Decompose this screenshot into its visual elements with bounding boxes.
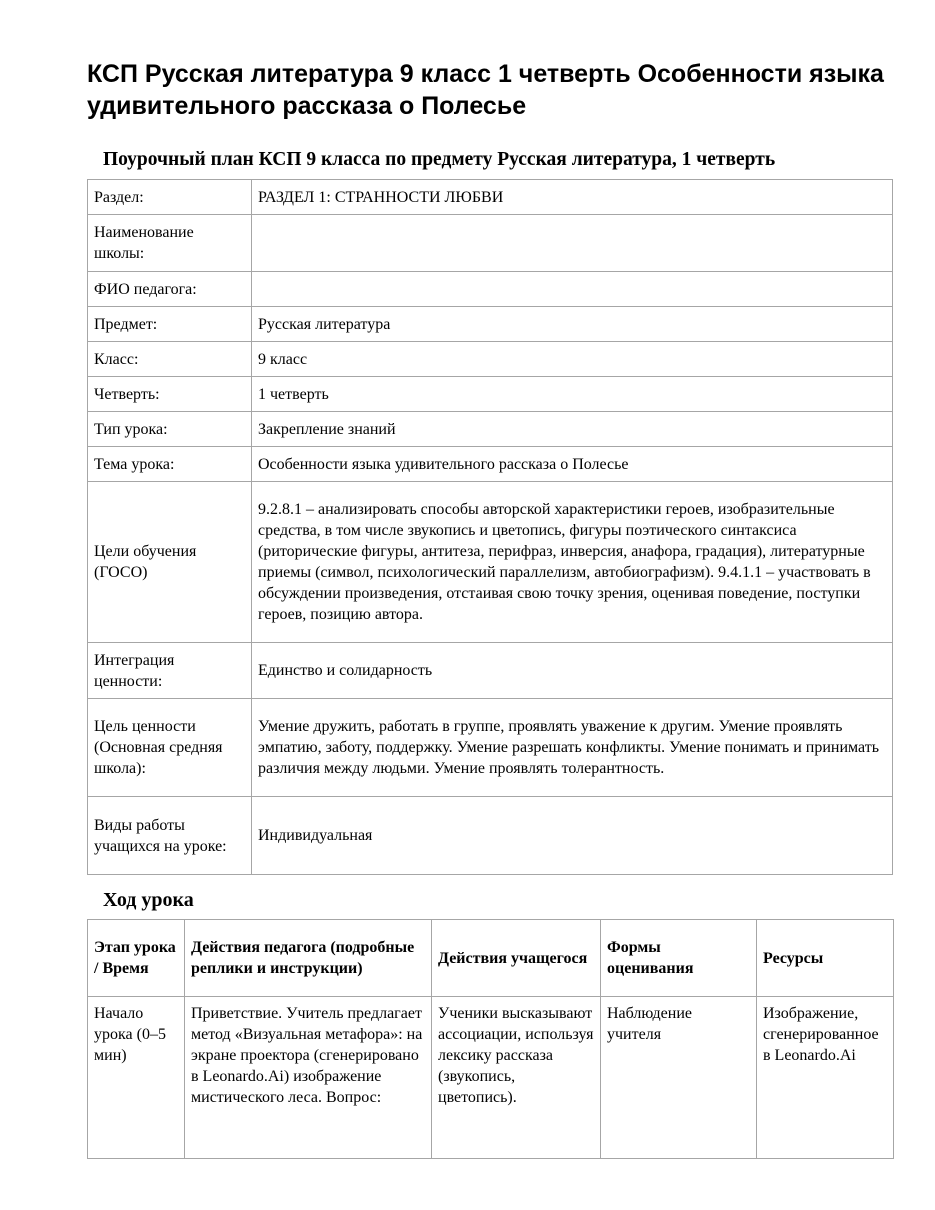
assessment-cell: Наблюдение учителя [601,997,757,1159]
info-value: Особенности языка удивительного рассказа о Полесье [252,447,893,482]
info-value: Умение дружить, работать в группе, проявлять уважение к другим. Умение проявлять эмпатию, заботу, поддержку. Умение разрешать конфликты. Умение понимать и принимать различия между людьми. Умение проявлять толерантность. [252,699,893,797]
info-value [252,215,893,272]
lesson-info-table [87,179,893,875]
info-row-learning-goals [88,482,893,643]
document-subtitle: Поурочный план КСП 9 класса по предмету Русская литература, 1 четверть [103,149,776,170]
table-row [88,997,894,1159]
student-actions-cell: Ученики высказывают ассоциации, используя лексику рассказа (звукопись, цветопись). [432,997,601,1159]
column-header-student-actions: Действия учащегося [432,920,601,997]
info-label: Виды работы учащихся на уроке: [88,797,252,875]
info-row-value-integration [88,643,893,699]
info-label: Тема урока: [88,447,252,482]
column-header-teacher-actions: Действия педагога (подробные реплики и инструкции) [185,920,432,997]
info-value [252,272,893,307]
info-value: 9.2.8.1 – анализировать способы авторской характеристики героев, изобразительные средства, в том числе звукопись и цветопись, фигуры поэтического синтаксиса (риторические фигуры, антитеза, перифраз, инверсия, анафора, градация), литературные приемы (символ, психологический параллелизм, автобиографизм). 9.4.1.1 – участвовать в обсуждении произведения, отстаивая свою точку зрения, оценивая поведение, поступки героев, позицию автора. [252,482,893,643]
teacher-actions-cell: Приветствие. Учитель предлагает метод «Визуальная метафора»: на экране проектора (сгенерировано в Leonardo.Ai) изображение мистического леса. Вопрос: [185,997,432,1159]
info-value: Русская литература [252,307,893,342]
column-header-stage: Этап урока / Время [88,920,185,997]
lesson-flow-table [87,919,894,1159]
stage-cell: Начало урока (0–5 мин) [88,997,185,1159]
info-label: Четверть: [88,377,252,412]
lesson-header-row [88,920,894,997]
info-label: Предмет: [88,307,252,342]
info-label: Тип урока: [88,412,252,447]
info-row-lesson-type [88,412,893,447]
resources-cell: Изображение, сгенерированное в Leonardo.Ai [757,997,894,1159]
info-row-school [88,215,893,272]
info-value: 1 четверть [252,377,893,412]
info-label: Цель ценности (Основная средняя школа): [88,699,252,797]
info-label: Наименование школы: [88,215,252,272]
info-value: Единство и солидарность [252,643,893,699]
column-header-assessment: Формы оценивания [601,920,757,997]
info-label: ФИО педагога: [88,272,252,307]
info-row-work-types [88,797,893,875]
info-value: 9 класс [252,342,893,377]
info-label: Цели обучения (ГОСО) [88,482,252,643]
info-value: Индивидуальная [252,797,893,875]
info-value: Закрепление знаний [252,412,893,447]
info-value: РАЗДЕЛ 1: СТРАННОСТИ ЛЮБВИ [252,180,893,215]
info-row-subject [88,307,893,342]
info-row-quarter [88,377,893,412]
info-label: Класс: [88,342,252,377]
info-row-value-goal [88,699,893,797]
info-label: Раздел: [88,180,252,215]
document-title: КСП Русская литература 9 класс 1 четверть Особенности языка удивительного рассказа о Полесье [87,60,884,120]
column-header-resources: Ресурсы [757,920,894,997]
info-row-teacher [88,272,893,307]
lesson-flow-heading: Ход урока [103,889,194,911]
info-row-section [88,180,893,215]
info-label: Интеграция ценности: [88,643,252,699]
info-row-topic [88,447,893,482]
info-row-grade [88,342,893,377]
